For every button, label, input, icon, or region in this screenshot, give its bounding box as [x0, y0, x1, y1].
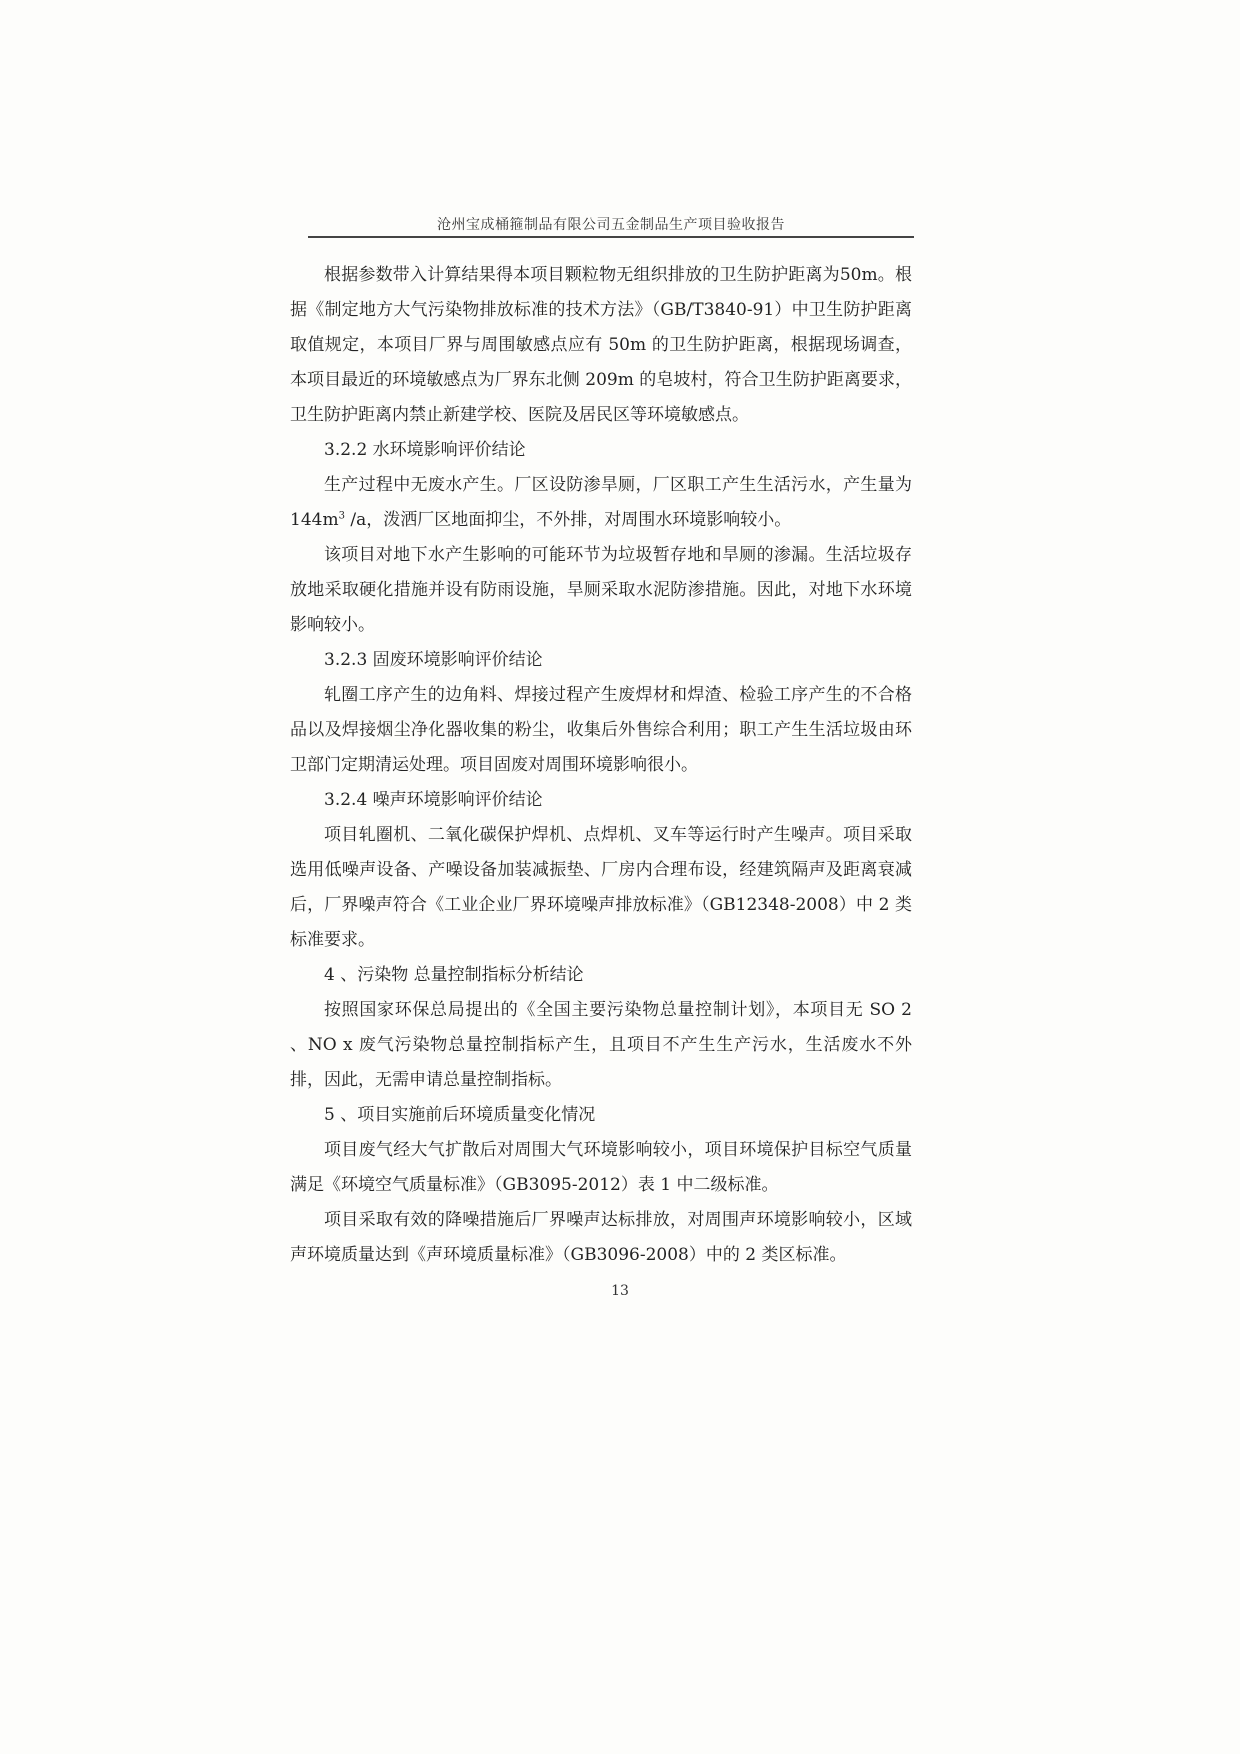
document-body: [290, 258, 912, 1273]
section-heading-3-2-2: 3.2.2 水环境影响评价结论: [324, 440, 526, 460]
page-number: 13: [611, 1283, 629, 1299]
paragraph-wastewater-text: 生产过程中无废水产生。厂区设防渗旱厕，厂区职工产生生活污水，产生量为 144m: [290, 475, 912, 530]
superscript-3: 3: [338, 510, 345, 522]
header-rule: [308, 236, 914, 238]
paragraph-health-protection-distance: 根据参数带入计算结果得本项目颗粒物无组织排放的卫生防护距离为50m。根据《制定地方大气污染物排放标准的技术方法》（GB/T3840-91）中卫生防护距离取值规定，本项目厂界与周围敏感点应有 50m 的卫生防护距离，根据现场调查，本项目最近的环境敏感点为厂界东北侧 209m 的皂坡村，符合卫生防护距离要求，卫生防护距离内禁止新建学校、医院及居民区等环境敏感点。: [290, 265, 912, 425]
section-heading-4: 4 、污染物 总量控制指标分析结论: [324, 965, 584, 985]
paragraph-air-quality: 项目废气经大气扩散后对周围大气环境影响较小，项目环境保护目标空气质量满足《环境空气质量标准》（GB3095-2012）表 1 中二级标准。: [290, 1140, 912, 1195]
paragraph-wastewater-text-end: /a，泼洒厂区地面抑尘，不外排，对周围水环境影响较小。: [344, 510, 792, 530]
section-heading-5: 5 、项目实施前后环境质量变化情况: [324, 1105, 596, 1125]
paragraph-noise: 项目轧圈机、二氧化碳保护焊机、点焊机、叉车等运行时产生噪声。项目采取选用低噪声设备、产噪设备加装减振垫、厂房内合理布设，经建筑隔声及距离衰减后，厂界噪声符合《工业企业厂界环境噪声排放标准》（GB12348-2008）中 2 类标准要求。: [290, 825, 912, 950]
section-heading-3-2-4: 3.2.4 噪声环境影响评价结论: [324, 790, 543, 810]
paragraph-groundwater: 该项目对地下水产生影响的可能环节为垃圾暂存地和旱厕的渗漏。生活垃圾存放地采取硬化措施并设有防雨设施，旱厕采取水泥防渗措施。因此，对地下水环境影响较小。: [290, 545, 912, 635]
paragraph-wastewater: [290, 468, 912, 538]
paragraph-solid-waste: 轧圈工序产生的边角料、焊接过程产生废焊材和焊渣、检验工序产生的不合格品以及焊接烟尘净化器收集的粉尘，收集后外售综合利用；职工产生生活垃圾由环卫部门定期清运处理。项目固废对周围环境影响很小。: [290, 685, 912, 775]
paragraph-total-control: 按照国家环保总局提出的《全国主要污染物总量控制计划》，本项目无 SO 2 、NO x 废气污染物总量控制指标产生，且项目不产生生产污水，生活废水不外排，因此，无需申请总量控制指标。: [290, 1000, 912, 1090]
page-header: 沧州宝成桶箍制品有限公司五金制品生产项目验收报告: [437, 217, 785, 233]
section-heading-3-2-3: 3.2.3 固废环境影响评价结论: [324, 650, 543, 670]
paragraph-acoustic-quality: 项目采取有效的降噪措施后厂界噪声达标排放，对周围声环境影响较小，区域声环境质量达到《声环境质量标准》（GB3096-2008）中的 2 类区标准。: [290, 1210, 912, 1265]
